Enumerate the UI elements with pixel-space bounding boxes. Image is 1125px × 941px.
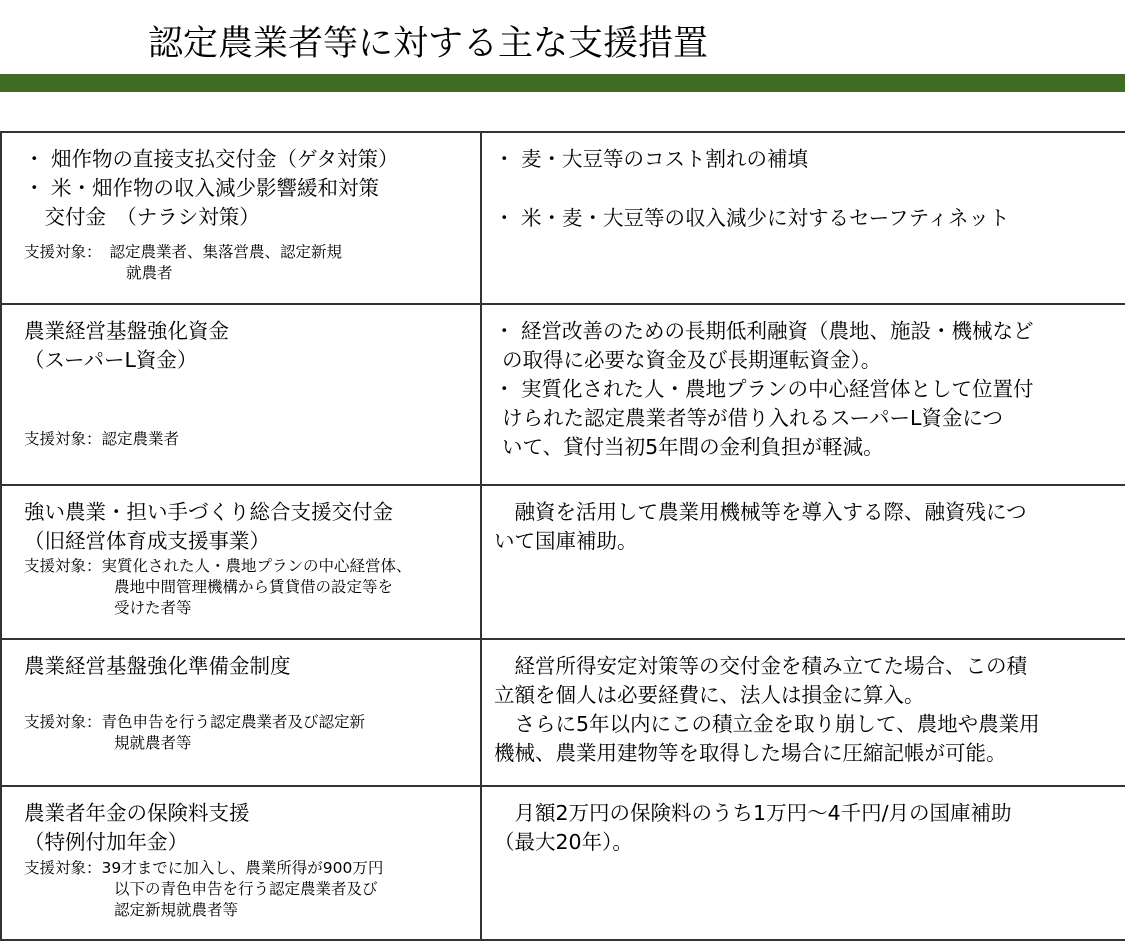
table-row bbox=[1, 786, 1125, 940]
support-target-label: 支援対象： bbox=[24, 557, 102, 575]
detail-line: ・ 実質化された人・農地プランの中心経営体として位置付 bbox=[494, 377, 1034, 401]
measure-name-cell bbox=[1, 132, 481, 304]
detail-line: 立額を個人は必要経費に、法人は損金に算入。 bbox=[494, 683, 925, 707]
table-row bbox=[1, 639, 1125, 786]
support-target-label: 支援対象： bbox=[24, 430, 102, 448]
measure-line: 農業経営基盤強化資金 bbox=[24, 319, 229, 343]
support-target-text: 農地中間管理機構から賃貸借の設定等を bbox=[114, 578, 394, 596]
support-measures-table bbox=[0, 131, 1125, 941]
support-target bbox=[24, 556, 412, 619]
support-target-text: 認定農業者、集落営農、認定新規 bbox=[109, 243, 343, 261]
detail-line: （最大20年）。 bbox=[494, 830, 633, 854]
measure-name-cell bbox=[1, 304, 481, 485]
measure-detail-cell bbox=[481, 485, 1125, 639]
detail-line: ・ 経営改善のための長期低利融資（農地、施設・機械など bbox=[494, 319, 1034, 343]
measure-detail-cell bbox=[481, 304, 1125, 485]
measure-name-cell bbox=[1, 639, 481, 786]
detail-line: 月額2万円の保険料のうち1万円～4千円/月の国庫補助 bbox=[494, 801, 1012, 825]
support-target-label: 支援対象： bbox=[24, 859, 102, 877]
detail-line: さらに5年以内にこの積立金を取り崩して、農地や農業用 bbox=[494, 712, 1040, 736]
support-target bbox=[24, 429, 179, 450]
measure-detail-cell bbox=[481, 132, 1125, 304]
support-target-text: 就農者 bbox=[126, 264, 173, 282]
measure-line: ・ 米・畑作物の収入減少影響緩和対策 bbox=[24, 176, 380, 200]
detail-line: いて国庫補助。 bbox=[494, 529, 638, 553]
support-target bbox=[24, 858, 383, 921]
measure-name-cell bbox=[1, 786, 481, 940]
support-target-text: 以下の青色申告を行う認定農業者及び bbox=[114, 880, 378, 898]
support-target-label: 支援対象： bbox=[24, 243, 102, 261]
support-target bbox=[24, 242, 342, 284]
measure-name-cell bbox=[1, 485, 481, 639]
measure-detail-cell bbox=[481, 639, 1125, 786]
measure-line: 農業者年金の保険料支援 bbox=[24, 801, 250, 825]
support-target-text: 受けた者等 bbox=[114, 599, 192, 617]
measure-detail-cell bbox=[481, 786, 1125, 940]
measure-line: （スーパーL資金） bbox=[24, 348, 198, 372]
support-target bbox=[24, 712, 365, 754]
support-target-text: 認定農業者 bbox=[101, 430, 180, 448]
detail-line: けられた認定農業者等が借り入れるスーパーL資金につ bbox=[502, 406, 1003, 430]
measure-line: （特例付加年金） bbox=[24, 830, 188, 854]
detail-line: いて、貸付当初5年間の金利負担が軽減。 bbox=[502, 435, 884, 459]
table-row bbox=[1, 304, 1125, 485]
detail-line: 融資を活用して農業用機械等を導入する際、融資残につ bbox=[494, 500, 1027, 524]
measure-line: 農業経営基盤強化準備金制度 bbox=[24, 654, 291, 678]
detail-line: 機械、農業用建物等を取得した場合に圧縮記帳が可能。 bbox=[494, 741, 1007, 765]
detail-line: ・ 米・麦・大豆等の収入減少に対するセーフティネット bbox=[494, 206, 1010, 230]
support-target-label: 支援対象： bbox=[24, 713, 102, 731]
detail-line: ・ 麦・大豆等のコスト割れの補填 bbox=[494, 147, 809, 171]
support-target-text: 規就農者等 bbox=[114, 734, 192, 752]
detail-line: の取得に必要な資金及び長期運転資金）。 bbox=[502, 348, 882, 372]
measure-line: ・ 畑作物の直接支払交付金（ゲタ対策） bbox=[24, 147, 399, 171]
support-target-text: 認定新規就農者等 bbox=[114, 901, 239, 919]
page-title: 認定農業者等に対する主な支援措置 bbox=[148, 24, 709, 64]
measure-line: 強い農業・担い手づくり総合支援交付金 bbox=[24, 500, 393, 524]
table-row bbox=[1, 485, 1125, 639]
support-target-text: 青色申告を行う認定農業者及び認定新 bbox=[101, 713, 366, 731]
support-target-text: 実質化された人・農地プランの中心経営体、 bbox=[101, 557, 412, 575]
support-target-text: 39才までに加入し、農業所得が900万円 bbox=[101, 859, 384, 877]
table-row bbox=[1, 132, 1125, 304]
detail-line: 経営所得安定対策等の交付金を積み立てた場合、この積 bbox=[494, 654, 1027, 678]
measure-line: 交付金 （ナラシ対策） bbox=[24, 205, 260, 229]
title-underline-bar bbox=[0, 74, 1125, 92]
measure-line: （旧経営体育成支援事業） bbox=[24, 529, 270, 553]
